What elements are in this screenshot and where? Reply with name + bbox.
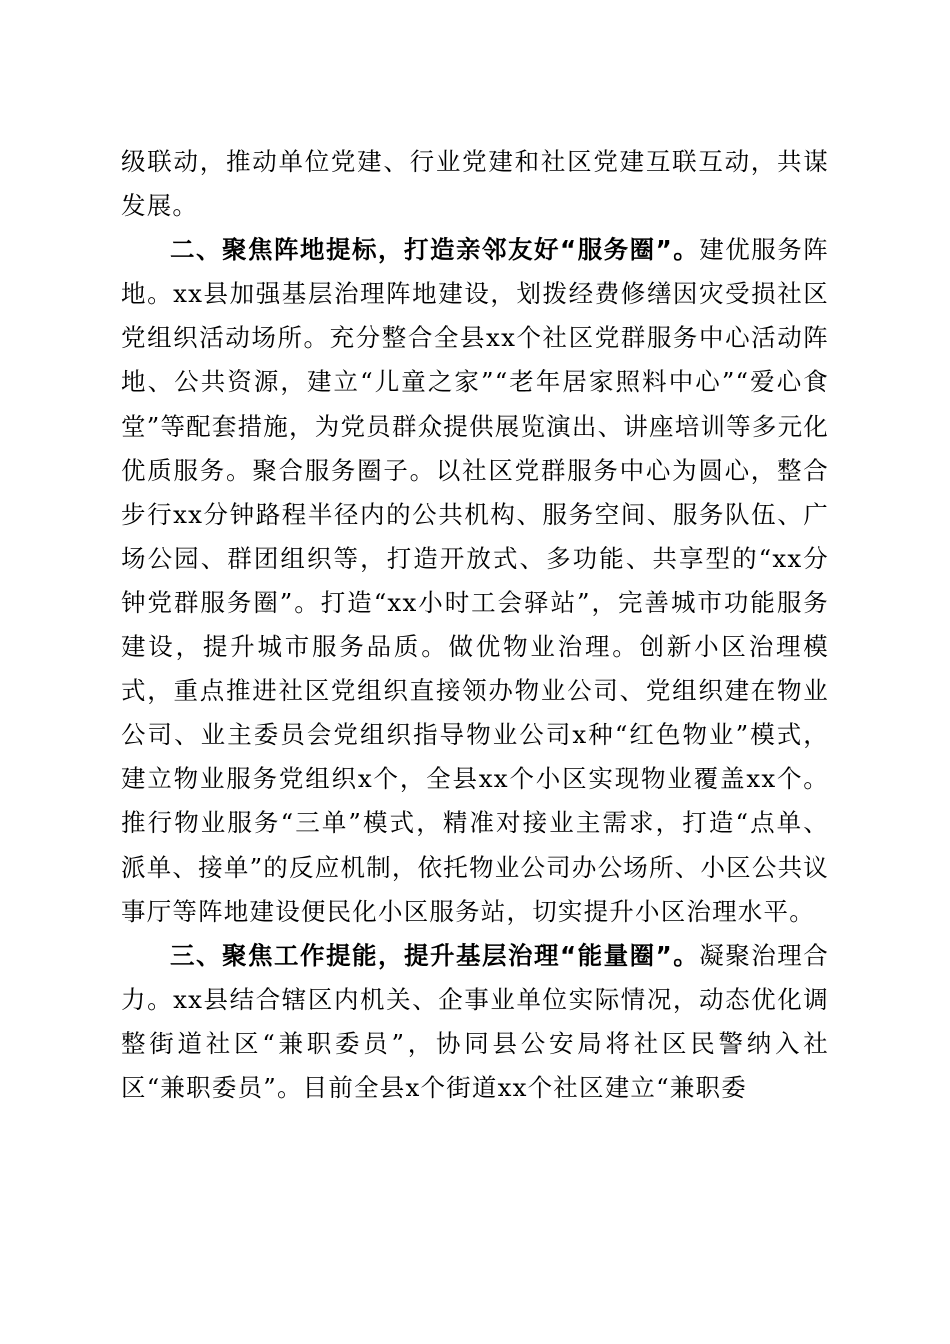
section-three-body: 凝聚治理合力。xx县结合辖区内机关、企事业单位实际情况，动态优化调整街道社区“兼职委员”，协同县公安局将社区民警纳入社区“兼职委员”。目前全县x个街道xx个社区建立“兼职委	[121, 940, 829, 1102]
paragraph-1-text: 级联动，推动单位党建、行业党建和社区党建互联互动，共谋发展。	[121, 147, 829, 221]
paragraph-section-two	[121, 228, 829, 934]
document-page	[121, 140, 829, 1110]
section-three-heading: 三、聚焦工作提能，提升基层治理“能量圈”。	[170, 940, 700, 970]
paragraph-section-three	[121, 934, 829, 1110]
paragraph-continuation	[121, 140, 829, 228]
section-two-heading: 二、聚焦阵地提标，打造亲邻友好“服务圈”。	[170, 235, 700, 265]
section-two-body: 建优服务阵地。xx县加强基层治理阵地建设，划拨经费修缮因灾受损社区党组织活动场所。充分整合全县xx个社区党群服务中心活动阵地、公共资源，建立“儿童之家”“老年居家照料中心”“爱心食堂”等配套措施，为党员群众提供展览演出、讲座培训等多元化优质服务。聚合服务圈子。以社区党群服务中心为圆心，整合步行xx分钟路程半径内的公共机构、服务空间、服务队伍、广场公园、群团组织等，打造开放式、多功能、共享型的“xx分钟党群服务圈”。打造“xx小时工会驿站”，完善城市功能服务建设，提升城市服务品质。做优物业治理。创新小区治理模式，重点推进社区党组织直接领办物业公司、党组织建在物业公司、业主委员会党组织指导物业公司x种“红色物业”模式，建立物业服务党组织x个，全县xx个小区实现物业覆盖xx个。推行物业服务“三单”模式，精准对接业主需求，打造“点单、派单、接单”的反应机制，依托物业公司办公场所、小区公共议事厅等阵地建设便民化小区服务站，切实提升小区治理水平。	[121, 235, 829, 926]
